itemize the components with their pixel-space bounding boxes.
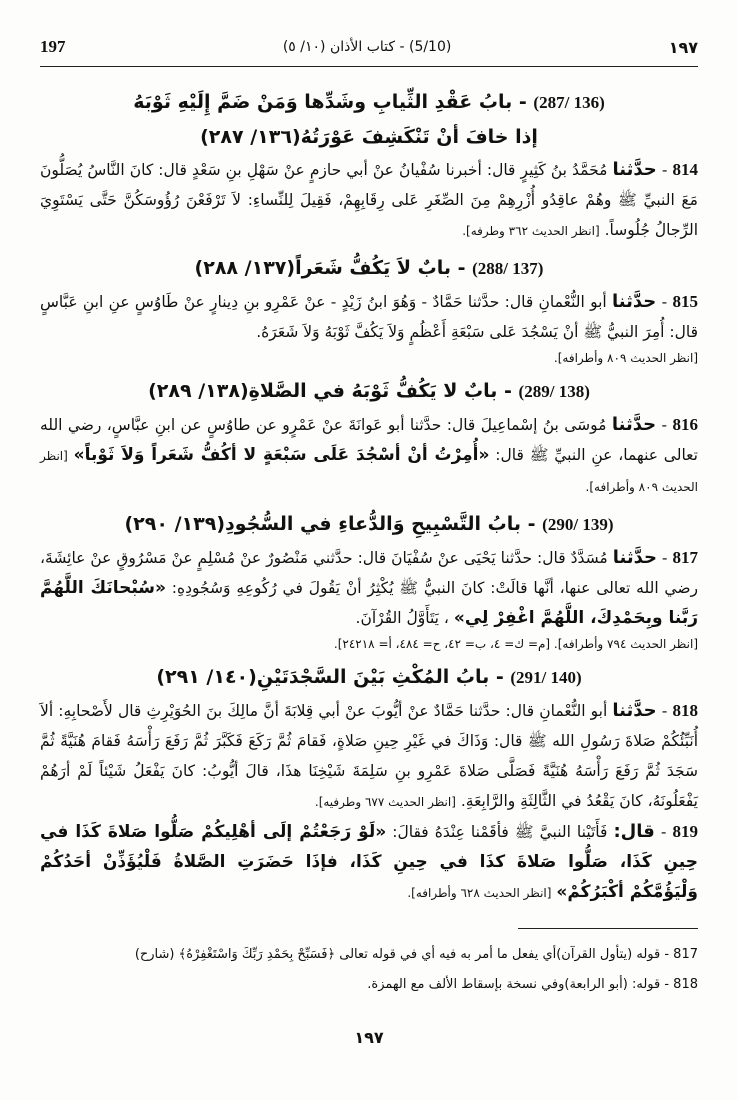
hadith-lead: حدَّثنا	[612, 700, 657, 721]
hadith-paragraph: 815 - حدَّثنا أبو النُّعْمانِ قال: حدَّثنا حَمَّادٌ - وَهُوَ ابنُ زَيْدٍ - عنْ عَمْرِو بنِ دِينارٍ عنْ طَاوُسٍ عنِ ابنِ عَبَّاسٍ قال: أُمِرَ النبيُّ ﷺ أنْ يَسْجُدَ عَلى سَبْعَةِ أَعْظُمٍ وَلاَ يَكُفَّ ثَوْبَهُ وَلاَ شَعَرَهُ.	[40, 291, 699, 341]
chapter-number: (139 /290)	[542, 515, 614, 534]
header-rule	[40, 66, 698, 67]
chapter-title: - بابُ المُكْثِ بَيْنَ السَّجْدَتَيْنِ(١٤٠/ ٢٩١)	[156, 666, 504, 688]
prophetic-saying: «لَوْ رَجَعْتُمْ إلَى أهْلِيكُمْ صَلُّوا صَلاةَ كَذَا في حِينِ كَذَا، صَلُّوا صَلاةَ كذَا في حِينِ كَذَا، فإذَا حَضَرَتِ الصَّلاةُ فَلْيُؤَذِّنْ أحَدُكُمْ وَلْيَؤُمَّكُمْ أكْبَرُكُمْ»	[40, 822, 698, 902]
hadith-text: مُحَمَّدُ بنُ كَثِيرٍ قال: أخبرنا سُفْيانُ عنْ أبي حازمٍ عنْ سَهْلِ بنِ سَعْدٍ قال: كانَ النَّاسُ يُصَلُّونَ مَعَ النبيِّ ﷺ وهُمْ عاقِدُو أُزْرِهِمْ مِنَ الصِّغَرِ عَلى رِقَابِهِمْ، فَقِيلَ لِلنِّساءِ: لاَ تَرْفَعْنَ رُؤُوسَكُنَّ حَتَّى يَسْتَوِيَ الرِّجالُ جُلُوساً.	[40, 161, 698, 239]
hadith-paragraph: 816 - حدَّثنا مُوسَى بنُ إسْماعِيلَ قال: حدَّثنا أبو عَوانَةَ عنْ عَمْرٍو عن طاوُسٍ عن ابنِ عبَّاسٍ، رضي الله تعالى عنهما، عنِ النبيِّ ﷺ قال: «أُمِرْتُ أنْ أسْجُدَ عَلَى سَبْعَةٍ لا أكُفُّ شَعَراً وَلاَ ثَوْباً» [انظر الحديث ٨٠٩ وأطرافه].	[40, 414, 698, 494]
footnote: 817 - قوله (يتأول القرآن)أي يفعل ما أمر به فيه أي في قوله تعالى ﴿فَسَبِّحْ بِحَمْدِ رَبِّكَ وَاسْتَغْفِرْهُ﴾ (شارح)	[134, 947, 698, 962]
chapter-title: - بابُ التَّسْبِيحِ وَالدُّعاءِ في السُّجُودِ(١٣٩/ ٢٩٠)	[124, 513, 536, 535]
hadith-number: 814	[672, 160, 698, 179]
chapter-heading	[40, 661, 698, 694]
chapter-title: - بابٌ لاَ يَكُفُّ شَعَراً(١٣٧/ ٢٨٨)	[194, 257, 466, 279]
hadith-lead: حدَّثنا	[611, 414, 657, 435]
chapter-heading	[40, 252, 698, 285]
page-body	[40, 80, 698, 908]
hadith-lead: حدَّثنا	[612, 291, 657, 312]
chapter-heading	[40, 86, 698, 119]
hadith-lead: قال:	[613, 821, 655, 842]
prophetic-saying: «سُبْحانَكَ اللَّهُمَّ رَبَّنا وبِحَمْدِكَ، اللَّهُمَّ اغْفِرْ لِي»	[40, 578, 698, 628]
hadith-text: أبو النُّعْمانِ قال: حدَّثنا حَمَّادٌ عنْ أيُّوبَ عنْ أبي قِلابَةَ أنَّ مالِكَ بنَ الحُوَيْرِثِ قال لأَصْحابِهِ: ألاَ أُنَبِّئُكُمْ صَلاةَ رَسُولِ الله ﷺ قال: وَذَاكَ في غَيْرِ حِينِ صَلاةٍ، فَقامَ ثُمَّ رَكَعَ فَكَبَّرَ ثُمَّ رَفَعَ رَأْسَهُ فَقامَ هُنَيَّةً ثُمَّ سَجَدَ ثُمَّ رَفَعَ رَأْسَهُ هُنَيَّةً فَصَلَّى صَلاةَ عَمْرِو بنِ سَلِمَةَ شَيْخِنَا هذَا، قالَ أيُّوبُ: كانَ يَفْعَلُ شَيْئاً لَمْ أرَهُمْ يَفْعَلُونَهُ، كانَ يَقْعُدُ في الثَّالِثَةِ والرَّابِعَةِ.	[40, 702, 698, 810]
chapter-title: - بابُ عَقْدِ الثِّيابِ وشَدِّها وَمَنْ ضَمَّ إِلَيْهِ ثَوْبَهُ	[133, 91, 527, 113]
hadith-reference: [انظر الحديث ٧٩٤ وأطرافه]. [م= ك= ٤، ب= ٤٢، ح= ٤٨٤، أ= ٢٤٢١٨].	[333, 637, 698, 651]
footnote-rule	[518, 928, 698, 929]
hadith-text: فَأَتَيْنا النبيَّ ﷺ فأقَمْنا عِنْدَهُ فقالَ:	[392, 823, 608, 841]
running-title: (5/10) - كتاب الأذان (١٠/ ٥)	[282, 39, 452, 55]
prophetic-saying: «أُمِرْتُ أنْ أسْجُدَ عَلَى سَبْعَةٍ لا أكُفُّ شَعَراً وَلاَ ثَوْباً»	[73, 445, 490, 465]
hadith-reference: [انظر الحديث ٦٢٨ وأطرافه].	[407, 886, 552, 900]
chapter-title: - بابٌ لا يَكُفُّ ثَوْبَهُ في الصَّلاةِ(١٣٨/ ٢٨٩)	[148, 380, 512, 402]
hadith-lead: حدَّثنا	[612, 159, 657, 180]
hadith-text-tail: ، يَتَأَوَّلُ القُرْآنَ.	[355, 609, 449, 627]
hadith-number: 819	[672, 822, 698, 841]
chapter-heading-continued: إذا خافَ أنْ تَنْكَشِفَ عَوْرَتُهُ(١٣٦/ ٢٨٧)	[200, 126, 538, 148]
hadith-paragraph: 819 - قال: فَأَتَيْنا النبيَّ ﷺ فأقَمْنا عِنْدَهُ فقالَ: «لَوْ رَجَعْتُمْ إلَى أهْلِيكُمْ صَلُّوا صَلاةَ كَذَا في حِينِ كَذَا، صَلُّوا صَلاةَ كذَا في حِينِ كَذَا، فإذَا حَضَرَتِ الصَّلاةُ فَلْيُؤَذِّنْ أحَدُكُمْ وَلْيَؤُمَّكُمْ أكْبَرُكُمْ» [انظر الحديث ٦٢٨ وأطرافه].	[40, 821, 698, 902]
hadith-paragraph: 814 - حدَّثنا مُحَمَّدُ بنُ كَثِيرٍ قال: أخبرنا سُفْيانُ عنْ أبي حازمٍ عنْ سَهْلِ بنِ سَعْدٍ قال: كانَ النَّاسُ يُصَلُّونَ مَعَ النبيِّ ﷺ وهُمْ عاقِدُو أُزْرِهِمْ مِنَ الصِّغَرِ عَلى رِقَابِهِمْ، فَقِيلَ لِلنِّساءِ: لاَ تَرْفَعْنَ رُؤُوسَكُنَّ حَتَّى يَسْتَوِيَ الرِّجالُ جُلُوساً. [انظر الحديث ٣٦٢ وطرفه].	[40, 159, 698, 239]
hadith-number: 816	[672, 415, 698, 434]
hadith-text: مُسَدَّدٌ قال: حدَّثنا يَحْيَى عنْ سُفْيَانَ قال: حدَّثني مَنْصُورٌ عنْ مُسْلِمٍ عنْ مَسْرُوقٍ عنْ عائِشَةَ، رضي الله تعالى عنها، أنَّها قالَتْ: كانَ النبيُّ ﷺ يُكْثِرُ أنْ يَقُولَ في رُكُوعِهِ وَسُجُودِهِ:	[40, 549, 699, 597]
footnotes	[40, 940, 698, 1000]
hadith-number: 818	[672, 701, 698, 720]
hadith-reference: [انظر الحديث ٦٧٧ وطرفيه].	[314, 795, 456, 809]
hadith-number: 817	[672, 548, 698, 567]
footnote: 818 - قوله: (أبو الرابعة)وفي نسخة بإسقاط الألف مع الهمزة.	[367, 977, 698, 992]
hadith-paragraph: 817 - حدَّثنا مُسَدَّدٌ قال: حدَّثنا يَحْيَى عنْ سُفْيَانَ قال: حدَّثني مَنْصُورٌ عنْ مُسْلِمٍ عنْ مَسْرُوقٍ عنْ عائِشَةَ، رضي الله تعالى عنها، أنَّها قالَتْ: كانَ النبيُّ ﷺ يُكْثِرُ أنْ يَقُولَ في رُكُوعِهِ وَسُجُودِهِ: «سُبْحانَكَ اللَّهُمَّ رَبَّنا وبِحَمْدِكَ، اللَّهُمَّ اغْفِرْ لِي» ، يَتَأَوَّلُ القُرْآنَ.	[40, 547, 699, 628]
hadith-text: أبو النُّعْمانِ قال: حدَّثنا حَمَّادٌ - وَهُوَ ابنُ زَيْدٍ - عنْ عَمْرِو بنِ دِينارٍ عنْ طَاوُسٍ عنِ ابنِ عَبَّاسٍ قال: أُمِرَ النبيُّ ﷺ أنْ يَسْجُدَ عَلى سَبْعَةِ أَعْظُمٍ وَلاَ يَكُفَّ ثَوْبَهُ وَلاَ شَعَرَهُ.	[40, 293, 698, 341]
hadith-reference: [انظر الحديث ٨٠٩ وأطرافه].	[40, 449, 698, 494]
hadith-lead: حدَّثنا	[612, 547, 657, 568]
chapter-heading	[40, 508, 698, 541]
chapter-number: (140 /291)	[510, 668, 582, 687]
footer-page-number: ١٩٧	[354, 1028, 384, 1047]
chapter-heading	[40, 375, 698, 408]
chapter-number: (137 /288)	[472, 259, 544, 278]
hadith-number: 815	[672, 292, 699, 311]
page-number-latin: 197	[40, 37, 66, 56]
hadith-reference: [انظر الحديث ٣٦٢ وطرفه].	[462, 224, 600, 238]
hadith-reference: [انظر الحديث ٨٠٩ وأطرافه].	[553, 351, 698, 365]
page-number-arabic: ١٩٧	[668, 37, 698, 57]
chapter-number: (138 /289)	[518, 382, 590, 401]
hadith-paragraph: 818 - حدَّثنا أبو النُّعْمانِ قال: حدَّثنا حَمَّادٌ عنْ أيُّوبَ عنْ أبي قِلابَةَ أنَّ مالِكَ بنَ الحُوَيْرِثِ قال لأَصْحابِهِ: ألاَ أُنَبِّئُكُمْ صَلاةَ رَسُولِ الله ﷺ قال: وَذَاكَ في غَيْرِ حِينِ صَلاةٍ، فَقامَ ثُمَّ رَكَعَ فَكَبَّرَ ثُمَّ رَفَعَ رَأْسَهُ فَقامَ هُنَيَّةً ثُمَّ سَجَدَ ثُمَّ رَفَعَ رَأْسَهُ هُنَيَّةً فَصَلَّى صَلاةَ عَمْرِو بنِ سَلِمَةَ شَيْخِنَا هذَا، قالَ أيُّوبُ: كانَ يَفْعَلُ شَيْئاً لَمْ أرَهُمْ يَفْعَلُونَهُ، كانَ يَقْعُدُ في الثَّالِثَةِ والرَّابِعَةِ. [انظر الحديث ٦٧٧ وطرفيه].	[40, 700, 698, 810]
running-header	[40, 32, 698, 62]
chapter-number: (136 /287)	[533, 93, 605, 112]
hadith-text: مُوسَى بنُ إسْماعِيلَ قال: حدَّثنا أبو عَوانَةَ عنْ عَمْرٍو عن طاوُسٍ عن ابنِ عبَّاسٍ، رضي الله تعالى عنهما، عنِ النبيِّ ﷺ قال:	[40, 416, 698, 464]
